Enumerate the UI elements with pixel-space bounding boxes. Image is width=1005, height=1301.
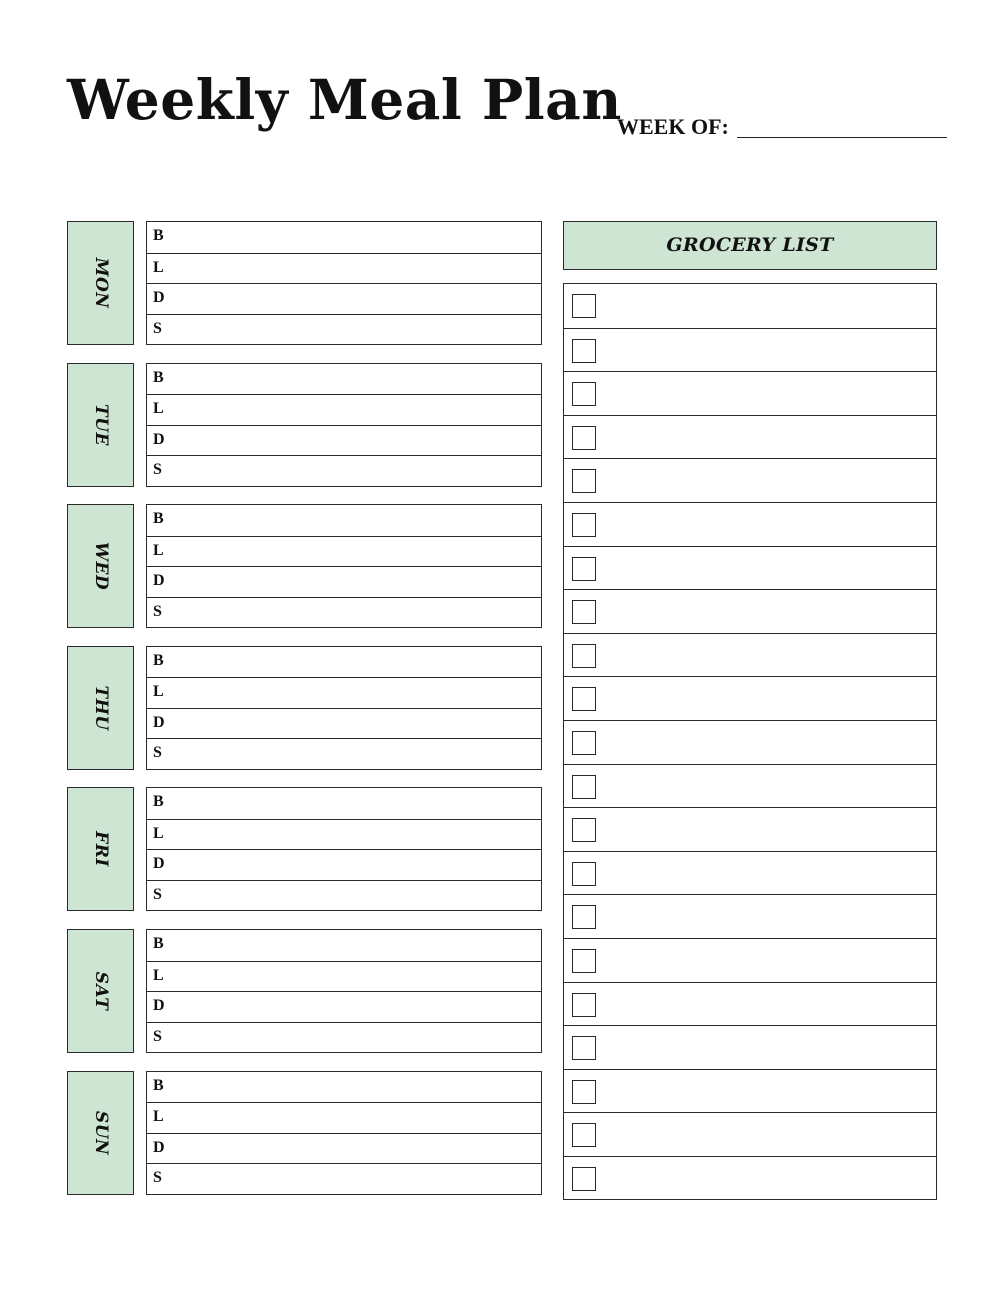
- grocery-item[interactable]: [564, 371, 936, 415]
- meal-label: B: [153, 935, 164, 952]
- meal-label: S: [153, 744, 162, 762]
- meal-row[interactable]: [147, 1072, 541, 1103]
- meal-label: L: [153, 258, 164, 276]
- day-tab: [67, 363, 134, 487]
- meal-row[interactable]: [147, 253, 541, 284]
- meal-label: B: [153, 793, 164, 811]
- day-block-sat: [67, 929, 541, 1053]
- meal-row[interactable]: [147, 597, 541, 628]
- grocery-checkbox[interactable]: [572, 862, 596, 886]
- grocery-item[interactable]: [564, 1025, 936, 1069]
- meal-row[interactable]: [147, 425, 541, 456]
- meal-row[interactable]: [147, 708, 541, 739]
- meal-label: D: [153, 572, 165, 590]
- grocery-item[interactable]: [564, 502, 936, 546]
- meal-rows: [146, 787, 542, 911]
- grocery-checkbox[interactable]: [572, 993, 596, 1017]
- day-name: SUN: [90, 1110, 111, 1155]
- grocery-checkbox[interactable]: [572, 339, 596, 363]
- grocery-checkbox[interactable]: [572, 1123, 596, 1147]
- page-title: Weekly Meal Plan: [67, 67, 622, 132]
- meal-label: S: [153, 461, 162, 479]
- meal-row[interactable]: [147, 364, 541, 395]
- week-of-label: WEEK OF:: [617, 114, 729, 139]
- meal-rows: [146, 221, 542, 345]
- meal-row[interactable]: [147, 880, 541, 911]
- meal-label: L: [153, 966, 164, 984]
- meal-row[interactable]: [147, 991, 541, 1022]
- day-tab: [67, 646, 134, 770]
- grocery-checkbox[interactable]: [572, 600, 596, 624]
- meal-rows: [146, 363, 542, 487]
- grocery-item[interactable]: [564, 1112, 936, 1156]
- meal-row[interactable]: [147, 536, 541, 567]
- grocery-checkbox[interactable]: [572, 775, 596, 799]
- day-tab: [67, 1071, 134, 1195]
- grocery-item[interactable]: [564, 676, 936, 720]
- grocery-checkbox[interactable]: [572, 949, 596, 973]
- meal-label: B: [153, 651, 164, 669]
- meal-row[interactable]: [147, 819, 541, 850]
- grocery-checkbox[interactable]: [572, 294, 596, 318]
- meal-row[interactable]: [147, 1102, 541, 1133]
- week-of-field: [617, 116, 947, 138]
- meal-row[interactable]: [147, 788, 541, 819]
- grocery-item[interactable]: [564, 720, 936, 764]
- week-of-input-line[interactable]: [737, 136, 947, 138]
- grocery-item[interactable]: [564, 328, 936, 372]
- meal-row[interactable]: [147, 738, 541, 769]
- grocery-item[interactable]: [564, 1069, 936, 1113]
- grocery-list-header: [563, 221, 937, 270]
- grocery-item[interactable]: [564, 807, 936, 851]
- grocery-checkbox[interactable]: [572, 1167, 596, 1191]
- grocery-checkbox[interactable]: [572, 687, 596, 711]
- meal-row[interactable]: [147, 930, 541, 961]
- day-name: TUE: [90, 403, 111, 446]
- grocery-checkbox[interactable]: [572, 818, 596, 842]
- meal-rows: [146, 1071, 542, 1195]
- meal-label: L: [153, 683, 164, 701]
- meal-label: D: [153, 1138, 165, 1156]
- meal-label: L: [153, 541, 164, 559]
- day-name: WED: [90, 542, 111, 591]
- day-name: FRI: [90, 831, 111, 868]
- grocery-item[interactable]: [564, 764, 936, 808]
- meal-rows: [146, 929, 542, 1053]
- meal-label: D: [153, 855, 165, 873]
- grocery-item[interactable]: [564, 589, 936, 633]
- meal-row[interactable]: [147, 1133, 541, 1164]
- meal-row[interactable]: [147, 455, 541, 486]
- grocery-checkbox[interactable]: [572, 731, 596, 755]
- meal-row[interactable]: [147, 849, 541, 880]
- day-tab: [67, 929, 134, 1053]
- meal-label: S: [153, 1027, 162, 1045]
- grocery-item[interactable]: [564, 284, 936, 328]
- grocery-list-title: GROCERY LIST: [666, 234, 834, 256]
- meal-label: B: [153, 510, 164, 528]
- meal-row[interactable]: [147, 314, 541, 345]
- day-block-mon: [67, 221, 541, 345]
- grocery-list: [563, 283, 937, 1200]
- meal-rows: [146, 646, 542, 770]
- grocery-checkbox[interactable]: [572, 382, 596, 406]
- day-tab: [67, 787, 134, 911]
- grocery-checkbox[interactable]: [572, 513, 596, 537]
- meal-row[interactable]: [147, 566, 541, 597]
- grocery-checkbox[interactable]: [572, 905, 596, 929]
- day-block-wed: [67, 504, 541, 628]
- meal-label: D: [153, 289, 165, 306]
- meal-row[interactable]: [147, 647, 541, 678]
- grocery-item[interactable]: [564, 633, 936, 677]
- grocery-item[interactable]: [564, 851, 936, 895]
- meal-label: S: [153, 602, 162, 620]
- grocery-item[interactable]: [564, 894, 936, 938]
- meal-label: B: [153, 227, 164, 244]
- grocery-item[interactable]: [564, 982, 936, 1026]
- meal-label: L: [153, 1108, 164, 1126]
- grocery-checkbox[interactable]: [572, 1080, 596, 1104]
- meal-rows: [146, 504, 542, 628]
- day-name: MON: [90, 257, 111, 309]
- meal-label: B: [153, 368, 164, 386]
- meal-row[interactable]: [147, 394, 541, 425]
- meal-row[interactable]: [147, 961, 541, 992]
- day-name: THU: [90, 685, 111, 731]
- grocery-item[interactable]: [564, 415, 936, 459]
- day-block-tue: [67, 363, 541, 487]
- day-tab: [67, 504, 134, 628]
- grocery-item[interactable]: [564, 546, 936, 590]
- meal-row[interactable]: [147, 677, 541, 708]
- meal-row[interactable]: [147, 283, 541, 314]
- grocery-checkbox[interactable]: [572, 644, 596, 668]
- grocery-checkbox[interactable]: [572, 1036, 596, 1060]
- grocery-item[interactable]: [564, 458, 936, 502]
- meal-label: L: [153, 400, 164, 418]
- meal-label: D: [153, 997, 165, 1014]
- grocery-checkbox[interactable]: [572, 469, 596, 493]
- day-block-sun: [67, 1071, 541, 1195]
- day-tab: [67, 221, 134, 345]
- grocery-item[interactable]: [564, 938, 936, 982]
- meal-row[interactable]: [147, 222, 541, 253]
- grocery-checkbox[interactable]: [572, 426, 596, 450]
- meal-row[interactable]: [147, 1022, 541, 1053]
- grocery-item[interactable]: [564, 1156, 936, 1200]
- day-block-thu: [67, 646, 541, 770]
- meal-label: S: [153, 319, 162, 337]
- meal-row[interactable]: [147, 1163, 541, 1194]
- meal-row[interactable]: [147, 505, 541, 536]
- meal-label: S: [153, 885, 162, 903]
- grocery-checkbox[interactable]: [572, 557, 596, 581]
- meal-label: B: [153, 1076, 164, 1094]
- meal-label: D: [153, 713, 165, 731]
- meal-label: D: [153, 430, 165, 448]
- day-block-fri: [67, 787, 541, 911]
- meal-label: S: [153, 1169, 162, 1187]
- meal-label: L: [153, 824, 164, 842]
- day-name: SAT: [90, 971, 111, 1011]
